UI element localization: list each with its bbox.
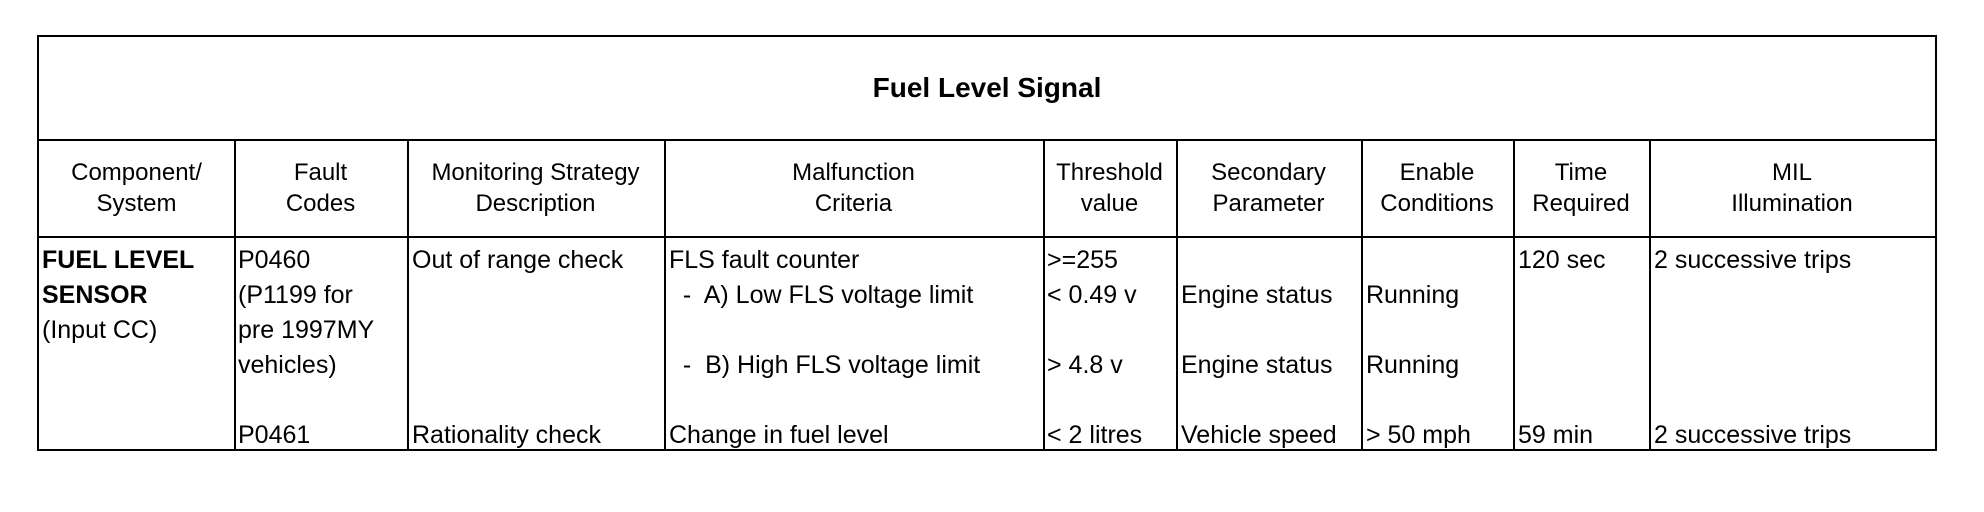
header-monitoring-strategy: Monitoring Strategy Description [407, 139, 664, 238]
secondary-vehicle-speed: Vehicle speed [1181, 421, 1337, 449]
header-mil-illumination: MIL Illumination [1649, 139, 1935, 238]
monitoring-out-of-range: Out of range check [412, 246, 624, 274]
fault-code-note: vehicles) [238, 351, 337, 379]
header-malfunction-criteria: Malfunction Criteria [664, 139, 1043, 238]
fault-code-note: (P1199 for [238, 281, 353, 309]
criteria-fault-counter: FLS fault counter [669, 246, 860, 274]
fault-code-note: pre 1997MY [238, 316, 375, 344]
component-input: (Input CC) [42, 316, 158, 344]
time-required-2: 59 min [1518, 421, 1594, 449]
threshold-counter: >=255 [1047, 246, 1118, 274]
fuel-level-signal-table [37, 35, 1937, 451]
header-secondary-parameter: Secondary Parameter [1176, 139, 1361, 238]
criteria-low-voltage: - A) Low FLS voltage limit [669, 281, 974, 309]
secondary-engine-status: Engine status [1181, 281, 1333, 309]
threshold-low: < 0.49 v [1047, 281, 1137, 309]
enable-running: Running [1366, 351, 1460, 379]
header-enable-conditions: Enable Conditions [1361, 139, 1513, 238]
enable-running: Running [1366, 281, 1460, 309]
threshold-high: > 4.8 v [1047, 351, 1123, 379]
time-required-1: 120 sec [1518, 246, 1606, 274]
secondary-engine-status: Engine status [1181, 351, 1333, 379]
header-threshold-value: Threshold value [1043, 139, 1176, 238]
fault-code-p0461: P0461 [238, 421, 311, 449]
component-name-line2: SENSOR [42, 281, 148, 309]
monitoring-rationality: Rationality check [412, 421, 601, 449]
header-time-required: Time Required [1513, 139, 1649, 238]
table-title: Fuel Level Signal [39, 37, 1935, 141]
header-fault-codes: Fault Codes [234, 139, 407, 238]
criteria-fuel-change: Change in fuel level [669, 421, 889, 449]
criteria-high-voltage: - B) High FLS voltage limit [669, 351, 981, 379]
fault-code-p0460: P0460 [238, 246, 311, 274]
component-name-line1: FUEL LEVEL [42, 246, 195, 274]
header-component: Component/ System [39, 139, 234, 238]
mil-illumination-2: 2 successive trips [1654, 421, 1852, 449]
mil-illumination-1: 2 successive trips [1654, 246, 1852, 274]
threshold-fuel-change: < 2 litres [1047, 421, 1143, 449]
enable-speed: > 50 mph [1366, 421, 1471, 449]
